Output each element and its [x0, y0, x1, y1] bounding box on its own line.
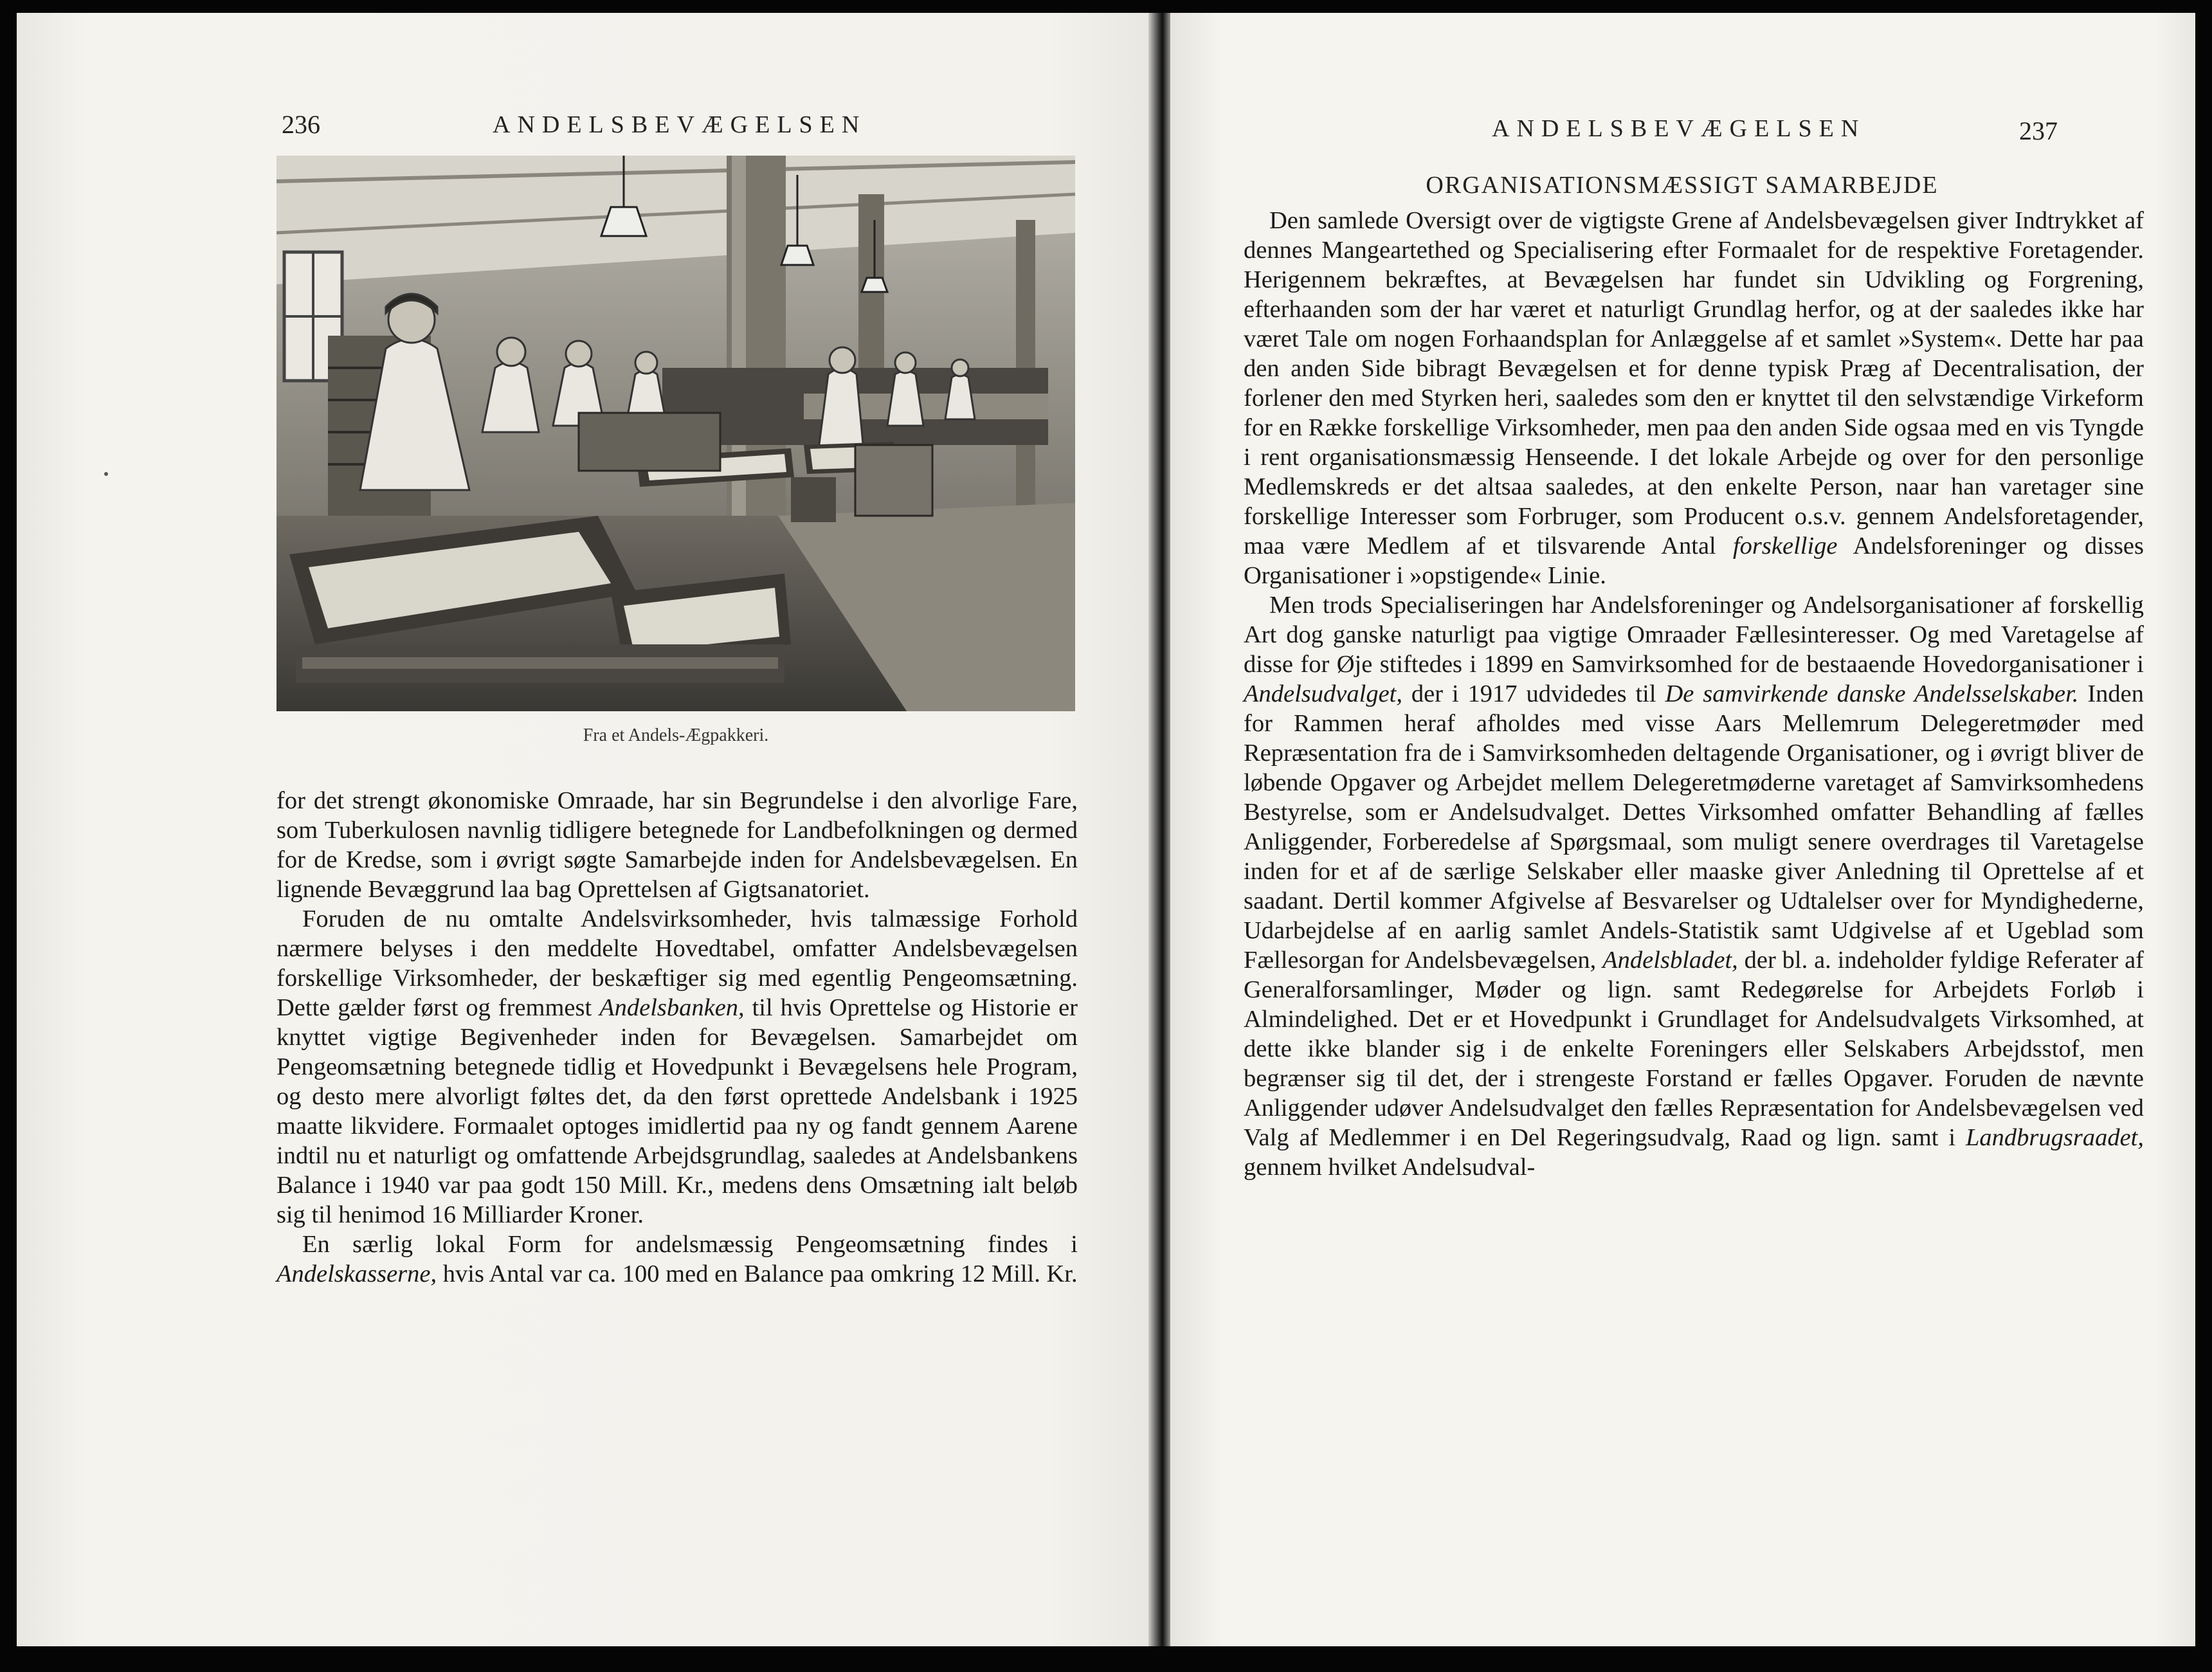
page-number-left: 236: [282, 110, 320, 139]
running-head-left: ANDELSBEVÆGELSEN: [493, 111, 867, 138]
paragraph: [1244, 590, 2144, 1182]
text-run: Inden for Rammen heraf afholdes med visse Aars Mellemrum Delegeretmøder med Repræsentation fra de i Samvirksomheden deltagende Organisationer, og i øvrigt bliver de løbende Opgaver og Arbejdet mellem Delegeretmøderne varetaget af Samvirksomhedens Bestyrelse, som er Andelsudvalget. Dettes Virksomhed omfatter Behandling af fælles Anliggender, Forberedelse af Spørgsmaal, som muligt senere overdrages til Varetagelse inden for et af de særlige Selskaber eller maaske giver Anledning til Oprettelse af et saadant. Dertil kommer Afgivelse af Besvarelser og Udtalelser over for Myndighederne, Udarbejdelse af en aarlig samlet Andels-Statistik samt Udgivelse af et Ugeblad som Fællesorgan for Andelsbevægelsen,: [1244, 680, 2144, 974]
right-page: [1170, 13, 2195, 1646]
italic-term: Andelsudvalget,: [1244, 680, 1402, 707]
paragraph: [276, 904, 1078, 1230]
text-run: til hvis Oprettelse og Historie er knyttet vigtige Begivenheder inden for Bevægelsen. Samarbejdet om Pengeomsætning betegnede tidlig et Hovedpunkt i Bevægelsens hele Program, og desto mere alvorligt føltes det, da den først oprettede Andelsbank i 1925 maatte likvidere. Formaalet optoges imidlertid paa ny og fandt gennem Aarene indtil nu et naturligt og omfattende Arbejdsgrundlag, saaledes at Andelsbankens Balance i 1940 var paa godt 150 Mill. Kr., medens dens Omsætning ialt beløb sig til henimod 16 Milliarder Kroner.: [276, 994, 1078, 1228]
page-speck: [104, 472, 108, 476]
text-run: der i 1917 udvidedes til: [1402, 680, 1665, 707]
page-number-right: 237: [2019, 116, 2058, 145]
photo-illustration: [276, 156, 1075, 711]
text-run: Foruden de nu omtalte Andelsvirksomheder, hvis talmæssige Forhold nærmere belyses i den meddelte Hovedtabel, omfatter Andelsbevægelsen forskellige Virksomheder, der beskæftiger sig med egentlig Pengeomsætning. Dette gælder først og fremmest: [276, 905, 1078, 1021]
text-run: for det strengt økonomiske Omraade, har sin Begrundelse i den alvorlige Fare, som Tuberkulosen navnlig tidligere betegnede for Landbefolkningen og dermed for de Kredse, som i øvrigt søgte Samarbejde inden for Andelsbevægelsen. En lignende Bevæggrund laa bag Oprettelsen af Gigtsanatoriet.: [276, 787, 1078, 903]
text-run: Den samlede Oversigt over de vigtigste Grene af Andelsbevægelsen giver Indtrykket af dennes Mangeartethed og Specialisering efter Formaalet for de respektive Foretagender. Herigennem bekræftes, at Bevægelsen har fundet sin Udvikling og Forgrening, efterhaanden som der har været et naturligt Grundlag herfor, og at der saaledes ikke har været Tale om nogen Forhaandsplan for Anlæggelse af et samlet »System«. Dette har paa den anden Side bibragt Bevægelsen et for denne typisk Præg af Decentralisation, der forlener den med Styrken heri, saaledes som den er knyttet til den selvstændige Virkeform for en Række forskellige Virksomheder, men paa den anden Side ogsaa med en vis Tyngde i rent organisationsmæssig Henseende. I det lokale Arbejde og over for den personlige Medlemskreds er det altsaa saaledes, at den enkelte Person, naar han varetager sine forskellige Interesser som Forbruger, som Producent o.s.v. gennem Andelsforetagender, maa være Medlem af et tilsvarende Antal: [1244, 207, 2144, 559]
paragraph: [276, 1230, 1078, 1289]
running-head-right: ANDELSBEVÆGELSEN: [1492, 115, 1866, 142]
left-page: [17, 13, 1161, 1646]
text-run: hvis Antal var ca. 100 med en Balance paa omkring 12 Mill. Kr.: [437, 1260, 1078, 1287]
text-run: Andelsforeninger og disses Organisationer i »opstigende« Linie.: [1244, 532, 2144, 589]
left-body-text: [276, 786, 1078, 1289]
italic-term: Andelsbladet,: [1602, 947, 1738, 974]
text-run: En særlig lokal Form for andelsmæssig Pengeomsætning findes i: [302, 1231, 1078, 1258]
italic-term: Andelsbanken,: [599, 994, 745, 1021]
right-body-text: [1244, 206, 2144, 1182]
italic-term: De samvirkende danske Andelsselskaber.: [1665, 680, 2079, 707]
italic-term: forskellige: [1732, 532, 1838, 559]
italic-term: Andelskasserne,: [276, 1260, 437, 1287]
paragraph: [1244, 206, 2144, 590]
text-run: gennem hvilket Andelsudval-: [1244, 1154, 1536, 1181]
text-run: der bl. a. indeholder fyldige Referater af Generalforsamlinger, Møder og lign. samt Redegørelse for Arbejdets Forløb i Almindelighed. Det er et Hovedpunkt i Grundlaget for Andelsudvalgets Virksomhed, at dette ikke blander sig i de enkelte Foreningers eller Selskabers Arbejdsstof, men begrænser sig til det, der i strengeste Forstand er fælles Opgaver. Foruden de nævnte Anliggender udøver Andelsudvalget den fælles Repræsentation for Andelsbevægelsen ved Valg af Medlemmer i en Del Regeringsudvalg, Raad og lign. samt i: [1244, 947, 2144, 1151]
italic-term: Landbrugsraadet,: [1965, 1124, 2144, 1151]
paragraph: [276, 786, 1078, 904]
text-run: Men trods Specialiseringen har Andelsforeninger og Andelsorganisationer af forskellig Art dog ganske naturligt paa vigtige Omraader Fællesinteresser. Og med Varetagelse af disse for Øje stiftedes i 1899 en Samvirksomhed for de bestaaende Hovedorganisationer i: [1244, 592, 2144, 678]
figure-caption: Fra et Andels-Ægpakkeri.: [583, 725, 769, 745]
section-heading: ORGANISATIONSMÆSSIGT SAMARBEJDE: [1426, 172, 1939, 199]
egg-packing-photo: [276, 156, 1075, 711]
